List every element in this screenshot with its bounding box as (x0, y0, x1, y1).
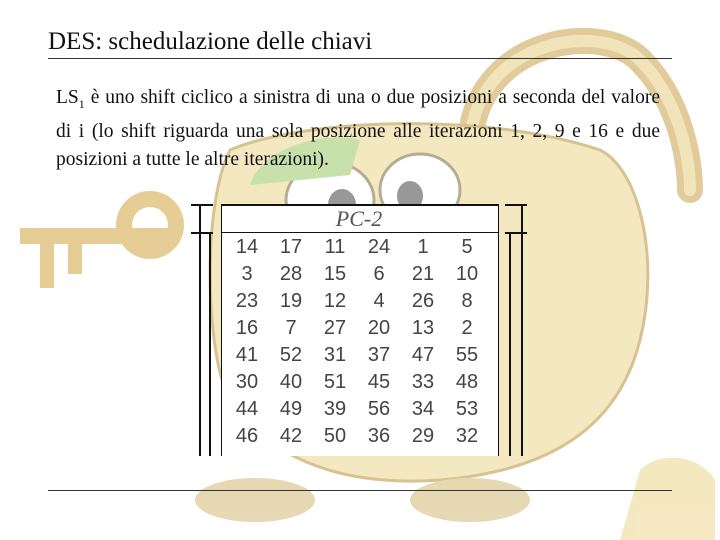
table-cell: 45 (367, 371, 391, 393)
description-text: è uno shift ciclico a sinistra di una o due posizioni a seconda del valore di i (lo shift riguarda una sola posizione alle iterazioni 1, 2, 9 e 16 e due posizioni a tutte le altre iterazioni). (56, 87, 660, 170)
description-paragraph (56, 84, 660, 174)
table-cell: 19 (279, 290, 303, 312)
table-cell: 20 (367, 317, 391, 339)
ls-label: LS (56, 87, 79, 108)
table-cell: 2 (461, 317, 473, 339)
table-cell: 31 (323, 344, 347, 366)
table-cell: 56 (367, 398, 391, 420)
ls-subscript: 1 (78, 96, 85, 111)
table-bracket-line (209, 232, 211, 456)
table-cell: 49 (279, 398, 303, 420)
table-cell: 33 (411, 371, 435, 393)
table-cell: 11 (324, 236, 346, 258)
table-cell: 40 (279, 371, 303, 393)
table-bracket-line (521, 204, 523, 456)
table-cell: 12 (323, 290, 347, 312)
table-row (225, 234, 489, 261)
table-bracket-line (199, 204, 201, 456)
table-cell: 39 (323, 398, 347, 420)
table-cell: 27 (323, 317, 347, 339)
table-cell: 8 (461, 290, 473, 312)
table-cell: 34 (411, 398, 435, 420)
table-cell: 15 (323, 263, 347, 285)
table-header-border (222, 232, 498, 233)
table-cell: 52 (279, 344, 303, 366)
table-row (225, 423, 489, 450)
table-cell: 32 (455, 425, 479, 447)
table-cell: 23 (235, 290, 259, 312)
table-cell: 50 (323, 425, 347, 447)
table-title: PC-2 (335, 206, 383, 231)
pc2-table (185, 204, 525, 456)
table-cell: 7 (285, 317, 297, 339)
title-divider (48, 58, 672, 59)
table-cell: 3 (241, 263, 253, 285)
table-bracket-line (509, 232, 511, 456)
table-cell: 29 (411, 425, 435, 447)
table-cell: 53 (455, 398, 479, 420)
table-cell: 21 (411, 263, 435, 285)
table-cell: 1 (417, 236, 429, 258)
table-cell: 41 (235, 344, 259, 366)
table-cell: 17 (279, 236, 303, 258)
table-row (225, 396, 489, 423)
table-cell: 30 (235, 371, 259, 393)
table-cell: 14 (235, 236, 259, 258)
table-cell: 55 (455, 344, 479, 366)
table-cell: 37 (367, 344, 391, 366)
table-row (225, 369, 489, 396)
table-cell: 36 (367, 425, 391, 447)
footer-divider (48, 490, 672, 491)
table-bracket-line (505, 204, 527, 206)
table-cell: 4 (373, 290, 385, 312)
table-cell: 5 (461, 236, 473, 258)
table-bracket-line (191, 204, 213, 206)
table-cell: 46 (235, 425, 259, 447)
table-row (225, 315, 489, 342)
table-cell: 24 (367, 236, 391, 258)
table-cell: 42 (279, 425, 303, 447)
table-cell: 6 (373, 263, 385, 285)
table-cell: 10 (455, 263, 479, 285)
table-cell: 47 (411, 344, 435, 366)
table-cell: 28 (279, 263, 303, 285)
table-cell: 26 (411, 290, 435, 312)
table-cell: 13 (411, 317, 435, 339)
table-grid (225, 234, 489, 450)
slide-title: DES: schedulazione delle chiavi (48, 28, 373, 55)
table-cell: 51 (323, 371, 347, 393)
table-row (225, 342, 489, 369)
table-cell: 44 (235, 398, 259, 420)
table-cell: 16 (235, 317, 259, 339)
table-row (225, 288, 489, 315)
table-cell: 48 (455, 371, 479, 393)
table-row (225, 261, 489, 288)
